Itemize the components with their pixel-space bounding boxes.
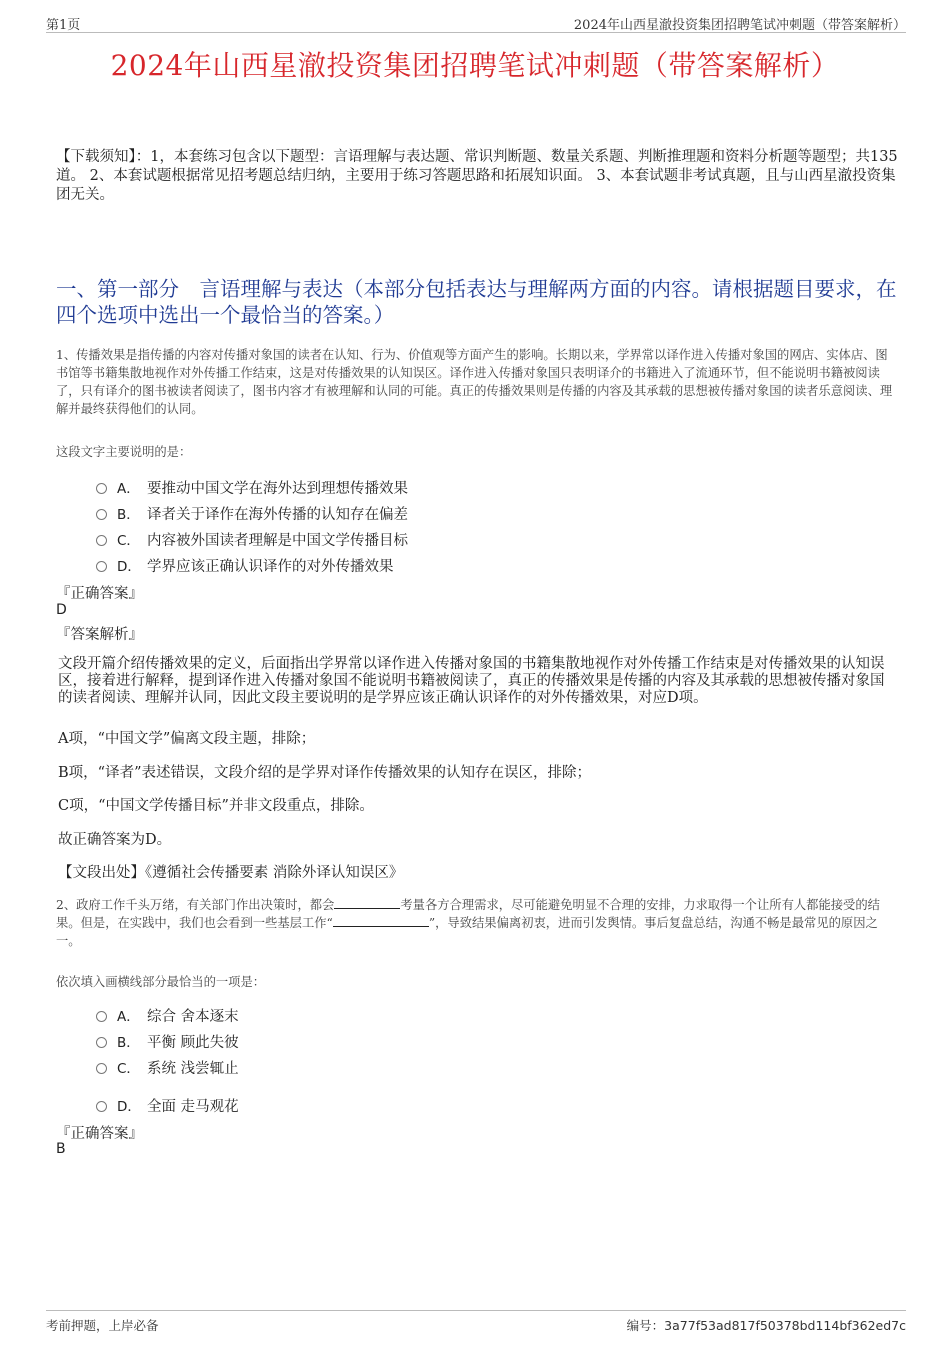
fill-blank-2 bbox=[333, 926, 429, 927]
q1-answer-label: 『正确答案』 bbox=[56, 586, 143, 602]
radio-icon[interactable] bbox=[96, 1011, 107, 1022]
footer-slogan: 考前押题，上岸必备 bbox=[46, 1318, 159, 1333]
q1-option-a[interactable]: A． 要推动中国文学在海外达到理想传播效果 bbox=[96, 477, 408, 497]
radio-icon[interactable] bbox=[96, 1037, 107, 1048]
header-doc-title: 2024年山西星澈投资集团招聘笔试冲刺题（带答案解析） bbox=[573, 18, 906, 33]
q1-option-c[interactable]: C． 内容被外国读者理解是中国文学传播目标 bbox=[96, 529, 408, 549]
q1-conclusion: 故正确答案为D。 bbox=[58, 832, 172, 848]
download-notice: 【下载须知】：1，本套练习包含以下题型：言语理解与表达题、常识判断题、数量关系题、判断推理题和资料分析题等题型；共135道。 2、本套试题根据常见招考题总结归纳，主要用于练习答题思路和拓展知识面。 3、本套试题非考试真题，且与山西星澈投资集团无关。 bbox=[56, 149, 898, 203]
radio-icon[interactable] bbox=[96, 561, 107, 572]
q2-answer: B bbox=[56, 1141, 66, 1157]
section-heading: 一、第一部分 言语理解与表达（本部分包括表达与理解两方面的内容。请根据题目要求，在四个选项中选出一个最恰当的答案。） bbox=[56, 277, 897, 327]
q1-answer: D bbox=[56, 602, 67, 618]
q2-option-c[interactable]: C． 系统 浅尝辄止 bbox=[96, 1057, 239, 1077]
q1-option-d[interactable]: D． 学界应该正确认识译作的对外传播效果 bbox=[96, 555, 394, 575]
q2-option-b[interactable]: B． 平衡 顾此失彼 bbox=[96, 1031, 239, 1051]
question-2-text: 2、政府工作千头万绪，有关部门作出决策时，都会 考量各方合理需求，尽可能避免明显不合理的安排，力求取得一个让所有人都能接受的结果。但是，在实践中，我们也会看到一些基层工作“ ”，导致结果偏离初衷，进而引发舆情。事后复盘总结，沟通不畅是最常见的原因之一。 bbox=[56, 898, 880, 948]
q2-option-d[interactable]: D． 全面 走马观花 bbox=[96, 1095, 239, 1115]
radio-icon[interactable] bbox=[96, 1101, 107, 1112]
question-1-text: 1、传播效果是指传播的内容对传播对象国的读者在认知、行为、价值观等方面产生的影响。长期以来，学界常以译作进入传播对象国的网店、实体店、图书馆等书籍集散地视作对外传播工作结束，这是对传播效果的认知误区。译作进入传播对象国只表明译介的书籍进入了流通环节，但不能说明书籍被阅读了，只有译介的图书被读者阅读了，图书内容才有被理解和认同的可能。真正的传播效果则是传播的内容及其承载的思想被传播对象国的读者乐意阅读、理解并最终获得他们的认同。 bbox=[56, 348, 893, 416]
q2-answer-label: 『正确答案』 bbox=[56, 1126, 143, 1142]
q1-analysis-a: A项，“中国文学”偏离文段主题，排除； bbox=[58, 731, 316, 747]
q1-analysis-c: C项，“中国文学传播目标”并非文段重点，排除。 bbox=[58, 798, 374, 814]
radio-icon[interactable] bbox=[96, 535, 107, 546]
page-number: 第1页 bbox=[46, 18, 81, 33]
radio-icon[interactable] bbox=[96, 509, 107, 520]
q1-option-b[interactable]: B． 译者关于译作在海外传播的认知存在偏差 bbox=[96, 503, 408, 523]
footer-code: 编号：3a77f53ad817f50378bd114bf362ed7c bbox=[626, 1318, 906, 1333]
radio-icon[interactable] bbox=[96, 1063, 107, 1074]
page-header bbox=[46, 12, 906, 33]
fill-blank-1 bbox=[334, 908, 400, 909]
q1-analysis-b: B项，“译者”表述错误，文段介绍的是学界对译作传播效果的认知存在误区，排除； bbox=[58, 765, 591, 781]
q1-analysis: 文段开篇介绍传播效果的定义，后面指出学界常以译作进入传播对象国的书籍集散地视作对外传播工作结束是对传播效果的认知误区，接着进行解释，提到译作进入传播对象国不能说明书籍被阅读了，真正的传播效果是传播的内容及其承载的思想被传播对象国的读者阅读、理解并认同，因此文段主要说明的是学界应该正确认识译作的对外传播效果，对应D项。 bbox=[58, 656, 885, 706]
document-title: 2024年山西星澈投资集团招聘笔试冲刺题（带答案解析） bbox=[110, 49, 840, 82]
q1-source: 【文段出处】《遵循社会传播要素 消除外译认知误区》 bbox=[58, 865, 404, 881]
question-1-stem: 这段文字主要说明的是： bbox=[56, 445, 192, 459]
q2-option-a[interactable]: A． 综合 舍本逐末 bbox=[96, 1005, 239, 1025]
radio-icon[interactable] bbox=[96, 483, 107, 494]
page-footer bbox=[46, 1310, 906, 1333]
question-2-stem: 依次填入画横线部分最恰当的一项是： bbox=[56, 975, 266, 989]
q1-analysis-label: 『答案解析』 bbox=[56, 627, 143, 643]
